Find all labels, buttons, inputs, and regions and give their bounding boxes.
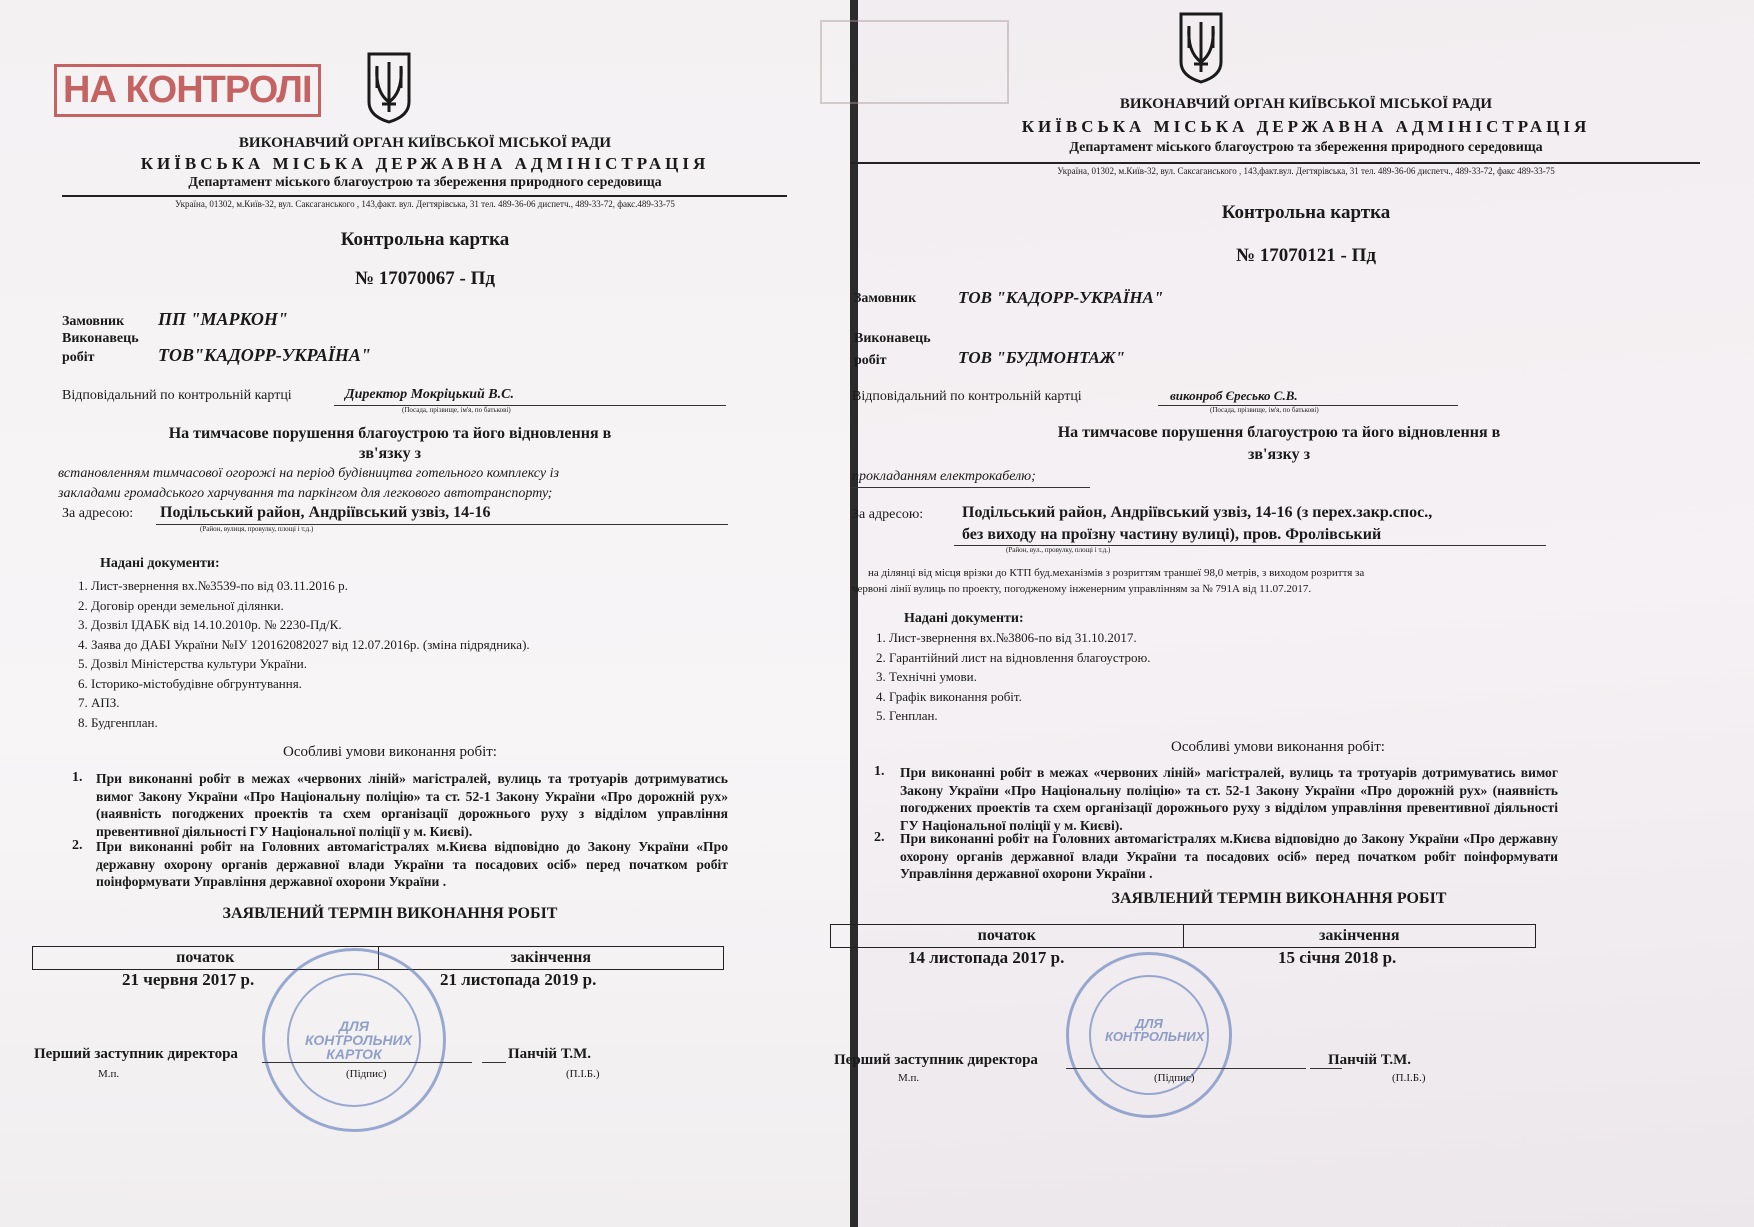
term-title: ЗАЯВЛЕНИЙ ТЕРМІН ВИКОНАННЯ РОБІТ <box>1111 890 1447 907</box>
trident-emblem-icon <box>366 52 412 124</box>
responsible-label: Відповідальний по контрольній картці <box>62 388 292 403</box>
condition-1-number: 1. <box>874 764 885 779</box>
trident-emblem-icon <box>1178 12 1224 84</box>
doc-item: 5. Генплан. <box>876 708 938 723</box>
name-underline <box>482 1062 506 1063</box>
address-line-2: без виходу на проїзну частину вулиці), пров. Фролівський <box>962 526 1382 543</box>
condition-2-number: 2. <box>72 838 83 853</box>
contractor-value: ТОВ"КАДОРР-УКРАЇНА" <box>158 345 371 365</box>
doc-item: 6. Історико-містобудівне обгрунтування. <box>78 675 302 691</box>
customer-label: Замовник <box>854 291 917 306</box>
doc-item: 1. Лист-звернення вх.№3806-по від 31.10.2017. <box>876 630 1137 645</box>
name-caption: (П.І.Б.) <box>566 1068 600 1080</box>
doc-item: 7. АПЗ. <box>78 695 120 710</box>
condition-2-text: При виконанні робіт на Головних автомагістралях м.Києва відповідно до Закону України «Про державну охорону органів державної влади України та посадових осіб» перед початком робіт поінформувати Управління державної охорони України . <box>96 839 728 889</box>
purpose-line-2: зв'язку з <box>358 445 422 462</box>
note-line-1: на ділянці від місця врізки до КТП буд.механізмів з розриттям траншеї 98,0 метрів, з виходом розриття за <box>868 567 1365 579</box>
purpose-line-2: зв'язку з <box>1247 446 1311 463</box>
stamp-text: НА КОНТРОЛІ <box>63 69 312 111</box>
header-line-2: КИЇВСЬКА МІСЬКА ДЕРЖАВНА АДМІНІСТРАЦІЯ <box>140 154 710 173</box>
doc-item: 3. Технічні умови. <box>876 669 977 684</box>
header-address: Україна, 01302, м.Київ-32, вул. Саксаганського , 143,факт.вул. Дегтярівська, 31 тел. 489-36-06 диспетч., 489-33-72, факс 489-33-75 <box>1057 166 1555 176</box>
card-title: Контрольна картка <box>340 229 510 250</box>
reason-underline <box>850 487 1090 488</box>
header-line-3: Департамент міського благоустрою та збереження природного середовища <box>188 175 662 190</box>
reason-line-1: прокладанням електрокабелю; <box>852 469 1036 484</box>
doc-item: 1. Лист-звернення вх.№3539-по від 03.11.2016 р. <box>78 578 348 593</box>
responsible-label: Відповідальний по контрольній картці <box>852 389 1082 404</box>
doc-item: 2. Договір оренди земельної ділянки. <box>78 597 284 613</box>
header-address: Україна, 01302, м.Київ-32, вул. Саксаганського , 143,факт. вул. Дегтярівська, 31 тел. 489-36-06 диспетч., 489-33-72, факс.489-33-75 <box>175 199 675 209</box>
signature-line <box>1066 1068 1306 1069</box>
start-label: початок <box>176 949 235 966</box>
signer-name: Панчій Т.М. <box>1328 1052 1411 1068</box>
address-label: За адресою: <box>62 506 134 521</box>
end-label: закінчення <box>1183 925 1536 947</box>
seal-text: ДЛЯ КОНТРОЛЬНИХ КАРТОК <box>305 1018 413 1062</box>
responsible-underline <box>334 405 726 406</box>
signature-line <box>262 1062 472 1063</box>
end-date: 21 листопада 2019 р. <box>440 970 597 989</box>
contractor-label-2: робіт <box>854 353 887 368</box>
contractor-label-1: Виконавець <box>854 331 931 346</box>
contractor-label-2: робіт <box>62 350 95 365</box>
condition-2-number: 2. <box>874 830 885 845</box>
left-document-page <box>0 0 850 1227</box>
responsible-caption: (Посада, прізвище, ім'я, по батькові) <box>402 406 511 414</box>
purpose-line-1: На тимчасове порушення благоустрою та його відновлення в <box>1057 424 1501 441</box>
doc-item: 8. Будгенплан. <box>78 714 158 730</box>
doc-item: 4. Заява до ДАБІ України №ІУ 120162082027 від 12.07.2016р. (зміна підрядника). <box>78 636 530 652</box>
address-caption: (Район, вул., провулку, площі і т.д.) <box>1006 546 1111 554</box>
header-line-3: Департамент міського благоустрою та збереження природного середовища <box>1069 140 1543 155</box>
address-label: За адресою: <box>852 507 924 522</box>
round-seal <box>262 948 446 1132</box>
faded-stamp <box>820 20 1009 104</box>
header-divider <box>850 162 1700 164</box>
signer-title: Перший заступник директора <box>834 1052 1038 1068</box>
purpose-line-1: На тимчасове порушення благоустрою та його відновлення в <box>168 425 612 442</box>
end-label: закінчення <box>378 947 724 969</box>
right-document-page <box>834 0 1754 1227</box>
responsible-caption: (Посада, прізвище, ім'я, по батькові) <box>1210 406 1319 414</box>
doc-item: 5. Дозвіл Міністерства культури України. <box>78 656 308 671</box>
seal-text: ДЛЯ КОНТРОЛЬНИХ <box>1105 1016 1205 1044</box>
round-seal <box>1066 952 1232 1118</box>
responsible-value: Директор Мокріцький В.С. <box>345 387 514 402</box>
start-date: 21 червня 2017 р. <box>122 970 255 989</box>
doc-item: 3. Дозвіл ІДАБК від 14.10.2010р. № 2230-Пд/К. <box>78 617 342 632</box>
address-value: Подільський район, Андріївський узвіз, 14-16 <box>160 504 491 521</box>
condition-1-text: При виконанні робіт в межах «червоних ліній» магістралей, вулиць та тротуарів дотримуватись вимог Закону України «Про Національну поліцію» та ст. 52-1 Закону України «Про дорожній рух» (наявність погоджених проектів та схем організації дорожнього руху з відділом управління превентивної діяльності ГУ Національної поліції у м. Києві). <box>900 765 1558 833</box>
condition-1-text: При виконанні робіт в межах «червоних ліній» магістралей, вулиць та тротуарів дотримуватись вимог Закону України «Про Національну поліцію» та ст. 52-1 Закону України «Про дорожній рух» (наявність погоджених проектів та схем організації дорожнього руху з відділом управління превентивної діяльності ГУ Національної поліції у м. Києві). <box>96 771 728 839</box>
condition-2-text: При виконанні робіт на Головних автомагістралях м.Києва відповідно до Закону України «Про державну охорону органів державної влади України та посадових осіб» перед початком робіт поінформувати Управління державної охорони України . <box>900 831 1558 881</box>
customer-value: ТОВ "КАДОРР-УКРАЇНА" <box>958 288 1164 307</box>
customer-label: Замовник <box>62 314 125 329</box>
term-table-header <box>830 924 1536 948</box>
header-line-2: КИЇВСЬКА МІСЬКА ДЕРЖАВНА АДМІНІСТРАЦІЯ <box>1021 117 1591 136</box>
doc-item: 2. Гарантійний лист на відновлення благоустрою. <box>876 649 1151 665</box>
header-divider <box>62 195 787 197</box>
signature-caption: (Підпис) <box>1154 1072 1195 1084</box>
end-date: 15 січня 2018 р. <box>1278 948 1397 967</box>
address-caption: (Район, вулиця, провулку, площі і т.д.) <box>200 525 314 533</box>
card-title: Контрольна картка <box>1221 202 1391 223</box>
signature-caption: (Підпис) <box>346 1068 387 1080</box>
docs-title: Надані документи: <box>100 556 220 571</box>
note-line-2: червоні лінії вулиць по проекту, погодженому інженерним управлінням за № 791А від 11.07.2017. <box>852 583 1312 595</box>
header-line-1: ВИКОНАВЧИЙ ОРГАН КИЇВСЬКОЇ МІСЬКОЇ РАДИ <box>238 135 612 151</box>
conditions-title: Особливі умови виконання робіт: <box>1171 739 1385 755</box>
docs-list <box>876 628 1151 726</box>
contractor-value: ТОВ "БУДМОНТАЖ" <box>958 348 1125 367</box>
header-line-1: ВИКОНАВЧИЙ ОРГАН КИЇВСЬКОЇ МІСЬКОЇ РАДИ <box>1119 96 1493 112</box>
term-title: ЗАЯВЛЕНИЙ ТЕРМІН ВИКОНАННЯ РОБІТ <box>222 905 558 922</box>
start-label: початок <box>977 927 1036 944</box>
responsible-value: виконроб Єресько С.В. <box>1170 388 1298 403</box>
mp-label: М.п. <box>98 1068 120 1080</box>
condition-1-number: 1. <box>72 770 83 785</box>
name-caption: (П.І.Б.) <box>1392 1072 1426 1084</box>
address-line-1: Подільський район, Андріївський узвіз, 14-16 (з перех.закр.спос., <box>962 504 1433 521</box>
card-number: № 17070121 - Пд <box>1235 245 1377 266</box>
doc-item: 4. Графік виконання робіт. <box>876 688 1022 704</box>
mp-label: М.п. <box>898 1072 920 1084</box>
reason-line-2: закладами громадського харчування та паркінгом для легкового автотранспорту; <box>58 486 553 501</box>
signer-title: Перший заступник директора <box>34 1046 238 1062</box>
docs-list <box>78 576 530 732</box>
contractor-label-1: Виконавець <box>62 331 139 346</box>
na-kontroli-stamp <box>54 64 321 117</box>
conditions-title: Особливі умови виконання робіт: <box>283 744 497 760</box>
docs-title: Надані документи: <box>904 611 1024 626</box>
reason-line-1: встановленням тимчасової огорожі на період будівництва готельного комплексу із <box>58 466 559 481</box>
card-number: № 17070067 - Пд <box>354 268 496 289</box>
start-date: 14 листопада 2017 р. <box>908 948 1065 967</box>
customer-value: ПП "МАРКОН" <box>158 309 288 329</box>
signer-name: Панчій Т.М. <box>508 1046 591 1062</box>
